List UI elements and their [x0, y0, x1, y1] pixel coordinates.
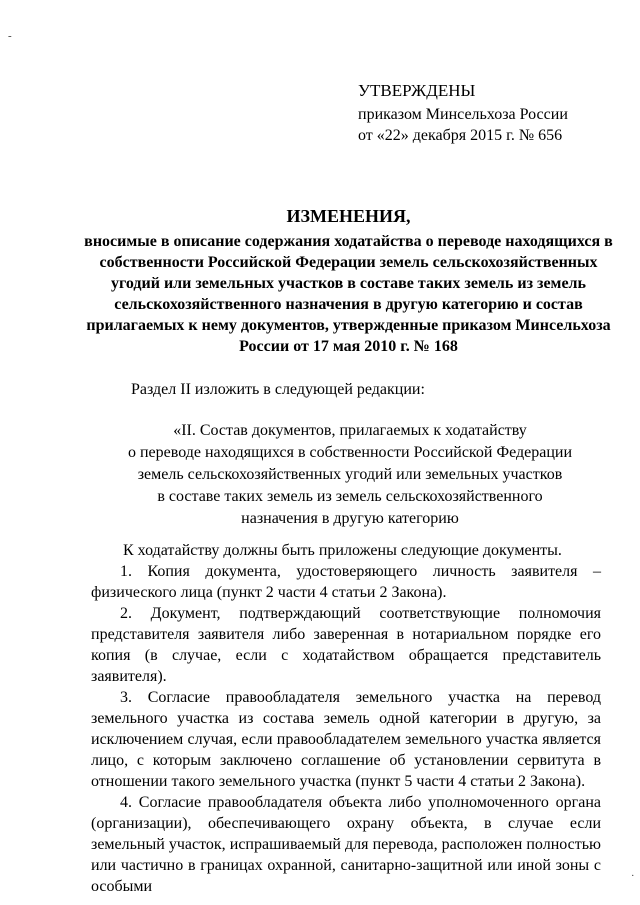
section-heading-line: «II. Состав документов, прилагаемых к ходатайству [173, 422, 527, 439]
title-line: собственности Российской Федерации земель сельскохозяйственных [99, 254, 598, 271]
approval-order-line: приказом Минсельхоза России [358, 106, 568, 123]
title-line: прилагаемых к нему документов, утвержденные приказом Минсельхоза [86, 317, 611, 334]
section-heading [100, 420, 600, 530]
title-line: России от 17 мая 2010 г. № 168 [239, 338, 458, 355]
section-heading-line: в составе таких земель из земель сельскохозяйственного [157, 488, 543, 505]
title-main: ИЗМЕНЕНИЯ, [286, 206, 411, 226]
paragraph-intro: К ходатайству должны быть приложены следующие документы. [123, 542, 562, 559]
approval-stamp [358, 80, 568, 146]
approval-heading: УТВЕРЖДЕНЫ [358, 81, 476, 100]
section-heading-line: назначения в другую категорию [241, 510, 459, 527]
title-line: угодий или земельных участков в составе таких земель из земель [111, 275, 586, 292]
document-title [80, 206, 617, 357]
section-heading-line: о переводе находящихся в собственности Российской Федерации [127, 444, 572, 461]
paragraph-item-1: 1. Копия документа, удостоверяющего личность заявителя – физического лица (пункт 2 части 4 статьи 2 Закона). [91, 563, 601, 601]
title-line: вносимые в описание содержания ходатайства о переводе находящихся в [84, 233, 613, 250]
document-body [91, 540, 601, 897]
paragraph-item-4: 4. Согласие правообладателя объекта либо уполномоченного органа (организации), обеспечивающего охрану объекта, в случае если земельный участок, испрашиваемый для перевода, расположен полностью или частично в границах охранной, санитарно-защитной или иной зоны с особыми [91, 794, 601, 895]
paragraph-item-2: 2. Документ, подтверждающий соответствующие полномочия представителя заявителя либо заверенная в нотариальном порядке его копия (в случае, если с ходатайством обращается представитель заявителя). [91, 605, 601, 685]
paragraph-item-3: 3. Согласие правообладателя земельного участка на перевод земельного участка из состава земель одной категории в другую, за исключением случая, если правообладателем земельного участка является лицо, с которым заключено соглашение об установлении сервитута в отношении такого земельного участка (пункт 5 части 4 статьи 2 Закона). [91, 689, 601, 790]
scan-mark: - [8, 30, 12, 42]
section-heading-line: земель сельскохозяйственных угодий или земельных участков [137, 466, 563, 483]
approval-date-line: от «22» декабря 2015 г. № 656 [358, 127, 563, 144]
title-line: сельскохозяйственного назначения в другую категорию и состав [114, 296, 583, 313]
intro-text: Раздел II изложить в следующей редакции: [131, 381, 425, 398]
scan-mark: . [631, 868, 634, 879]
